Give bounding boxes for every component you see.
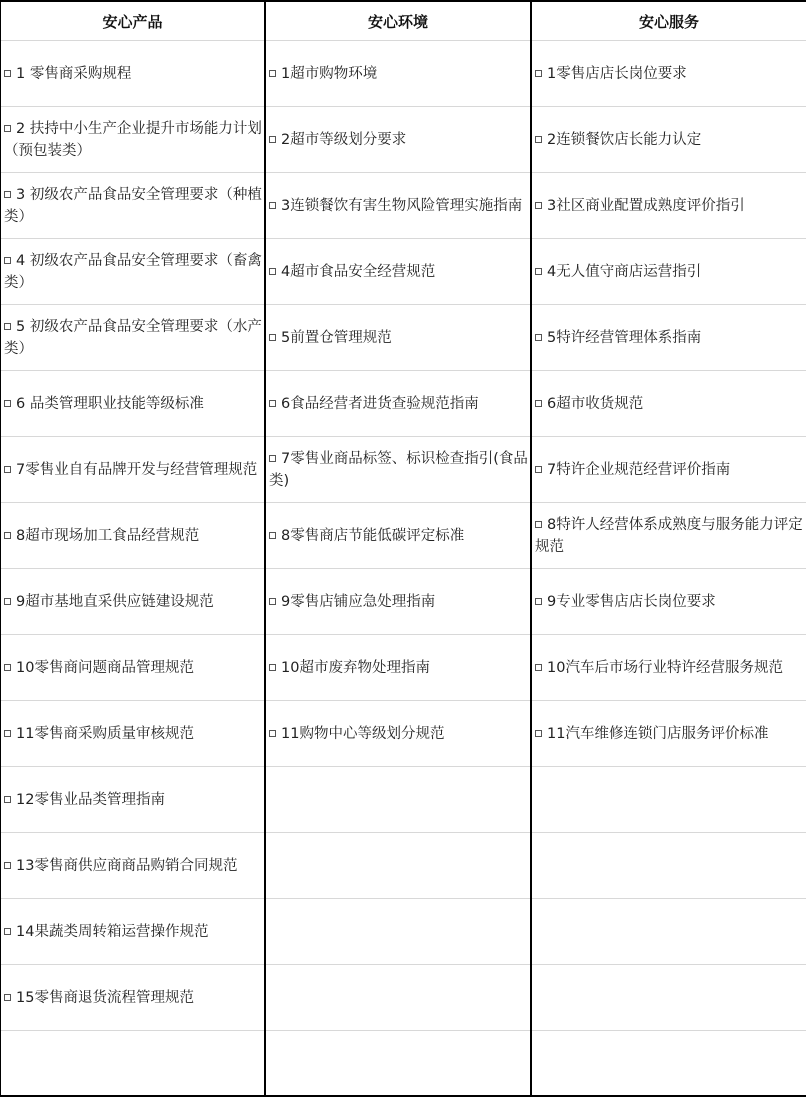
list-item [532, 305, 806, 371]
item-label: 9零售店铺应急处理指南 [281, 593, 436, 610]
item-label: 4超市食品安全经营规范 [281, 263, 436, 280]
item-label: 5 初级农产品食品安全管理要求（水产类） [4, 318, 262, 357]
item-label: 7零售业自有品牌开发与经营管理规范 [16, 461, 258, 478]
list-item [1, 503, 264, 569]
item-label: 1零售店店长岗位要求 [547, 65, 687, 82]
checkbox-icon [4, 928, 11, 935]
item-label: 3社区商业配置成熟度评价指引 [547, 197, 745, 214]
checkbox-icon [269, 455, 276, 462]
checkbox-icon [535, 334, 542, 341]
item-label: 1 零售商采购规程 [16, 65, 132, 82]
checkbox-icon [535, 136, 542, 143]
empty-cell [266, 767, 530, 833]
item-label: 3 初级农产品食品安全管理要求（种植类） [4, 186, 262, 225]
checkbox-icon [269, 136, 276, 143]
checkbox-icon [535, 466, 542, 473]
checkbox-icon [535, 730, 542, 737]
list-item [1, 899, 264, 965]
list-item [532, 41, 806, 107]
checkbox-icon [4, 796, 11, 803]
checkbox-icon [4, 598, 11, 605]
list-item [1, 965, 264, 1031]
column-header: 安心环境 [266, 2, 530, 41]
list-item [266, 371, 530, 437]
checkbox-icon [4, 257, 11, 264]
item-label: 6超市收货规范 [547, 395, 644, 412]
list-item [266, 701, 530, 767]
checkbox-icon [4, 466, 11, 473]
item-label: 12零售业品类管理指南 [16, 791, 165, 808]
empty-cell [532, 899, 806, 965]
checkbox-icon [535, 202, 542, 209]
column-safe-service [532, 2, 806, 1095]
checkbox-icon [535, 521, 542, 528]
column-safe-products [1, 2, 266, 1095]
checkbox-icon [535, 268, 542, 275]
list-item [1, 173, 264, 239]
checkbox-icon [4, 323, 11, 330]
empty-cell [266, 965, 530, 1031]
item-label: 9专业零售店店长岗位要求 [547, 593, 716, 610]
list-item [266, 569, 530, 635]
list-item [532, 173, 806, 239]
item-label: 5特许经营管理体系指南 [547, 329, 702, 346]
checkbox-icon [535, 598, 542, 605]
item-label: 13零售商供应商商品购销合同规范 [16, 857, 238, 874]
item-label: 7零售业商品标签、标识检查指引(食品类) [269, 450, 528, 489]
list-item [266, 107, 530, 173]
item-label: 8零售商店节能低碳评定标准 [281, 527, 465, 544]
item-label: 14果蔬类周转箱运营操作规范 [16, 923, 209, 940]
checkbox-icon [535, 664, 542, 671]
list-item [1, 767, 264, 833]
checkbox-icon [269, 664, 276, 671]
item-label: 10零售商问题商品管理规范 [16, 659, 194, 676]
checkbox-icon [4, 532, 11, 539]
empty-cell [266, 899, 530, 965]
list-item [1, 437, 264, 503]
list-item [532, 107, 806, 173]
checkbox-icon [269, 268, 276, 275]
item-label: 11汽车维修连锁门店服务评价标准 [547, 725, 769, 742]
empty-cell [532, 833, 806, 899]
column-header: 安心产品 [1, 2, 264, 41]
empty-cell [266, 833, 530, 899]
list-item [532, 701, 806, 767]
list-item [532, 635, 806, 701]
list-item [266, 173, 530, 239]
checkbox-icon [4, 125, 11, 132]
list-item [266, 41, 530, 107]
list-item [266, 635, 530, 701]
checkbox-icon [535, 400, 542, 407]
item-label: 2 扶持中小生产企业提升市场能力计划（预包装类） [4, 120, 262, 159]
checkbox-icon [269, 202, 276, 209]
list-item [1, 569, 264, 635]
list-item [532, 503, 806, 569]
checkbox-icon [269, 598, 276, 605]
item-label: 4 初级农产品食品安全管理要求（畜禽类） [4, 252, 262, 291]
item-label: 2超市等级划分要求 [281, 131, 407, 148]
checkbox-icon [535, 70, 542, 77]
empty-cell [532, 965, 806, 1031]
list-item [1, 371, 264, 437]
empty-cell [532, 767, 806, 833]
list-item [532, 437, 806, 503]
checkbox-icon [4, 400, 11, 407]
item-label: 6食品经营者进货查验规范指南 [281, 395, 479, 412]
item-label: 8超市现场加工食品经营规范 [16, 527, 200, 544]
list-item [1, 239, 264, 305]
item-label: 10汽车后市场行业特许经营服务规范 [547, 659, 783, 676]
list-item [1, 833, 264, 899]
checkbox-icon [4, 664, 11, 671]
list-item [1, 635, 264, 701]
item-label: 10超市废弃物处理指南 [281, 659, 430, 676]
checkbox-icon [4, 191, 11, 198]
checkbox-icon [269, 730, 276, 737]
list-item [1, 107, 264, 173]
item-label: 4无人值守商店运营指引 [547, 263, 702, 280]
checkbox-icon [4, 70, 11, 77]
list-item [532, 239, 806, 305]
item-label: 8特许人经营体系成熟度与服务能力评定规范 [535, 516, 803, 555]
list-item [1, 305, 264, 371]
item-label: 1超市购物环境 [281, 65, 378, 82]
list-item [1, 701, 264, 767]
list-item [266, 239, 530, 305]
item-label: 15零售商退货流程管理规范 [16, 989, 194, 1006]
checkbox-icon [4, 730, 11, 737]
item-label: 7特许企业规范经营评价指南 [547, 461, 731, 478]
checkbox-icon [4, 862, 11, 869]
item-label: 11零售商采购质量审核规范 [16, 725, 194, 742]
item-label: 3连锁餐饮有害生物风险管理实施指南 [281, 197, 523, 214]
list-item [266, 503, 530, 569]
list-item [532, 569, 806, 635]
item-label: 5前置仓管理规范 [281, 329, 392, 346]
item-label: 2连锁餐饮店长能力认定 [547, 131, 702, 148]
item-label: 6 品类管理职业技能等级标准 [16, 395, 204, 412]
item-label: 11购物中心等级划分规范 [281, 725, 445, 742]
list-item [532, 371, 806, 437]
checkbox-icon [269, 532, 276, 539]
checkbox-icon [269, 334, 276, 341]
list-item [266, 437, 530, 503]
list-item [266, 305, 530, 371]
column-header: 安心服务 [532, 2, 806, 41]
checkbox-icon [269, 70, 276, 77]
list-item [1, 41, 264, 107]
checkbox-icon [4, 994, 11, 1001]
column-safe-environment [266, 2, 532, 1095]
checkbox-icon [269, 400, 276, 407]
item-label: 9超市基地直采供应链建设规范 [16, 593, 214, 610]
